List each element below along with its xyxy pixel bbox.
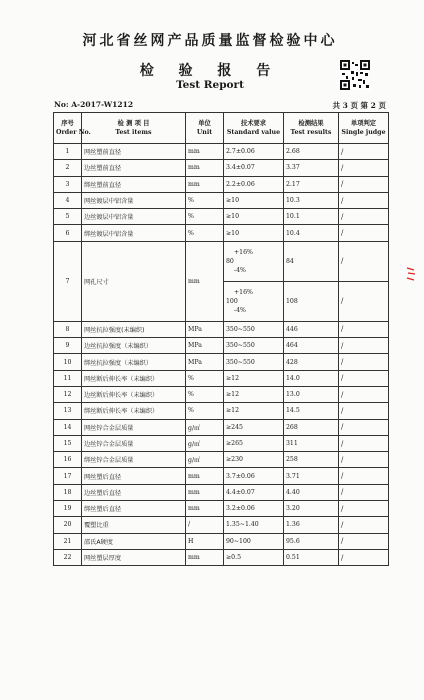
row-test-item: 网丝锌合金层质量 bbox=[82, 419, 186, 435]
row-unit: % bbox=[186, 225, 224, 241]
row-judge: / bbox=[339, 338, 389, 354]
row-test-item: 网丝塑后直径 bbox=[82, 468, 186, 484]
row-unit: mm bbox=[186, 484, 224, 500]
row-judge: / bbox=[339, 435, 389, 451]
row-test-item: 边丝镀层中铝含量 bbox=[82, 209, 186, 225]
row-order-no: 3 bbox=[54, 176, 82, 192]
row-judge: / bbox=[339, 354, 389, 370]
row-standard: ≥12 bbox=[224, 403, 284, 419]
row-judge: / bbox=[339, 225, 389, 241]
row-standard: 3.7±0.06 bbox=[224, 468, 284, 484]
table-row bbox=[54, 192, 389, 208]
table-row bbox=[54, 241, 389, 281]
row-order-no: 11 bbox=[54, 370, 82, 386]
row-unit: g/㎡ bbox=[186, 452, 224, 468]
test-results-table bbox=[53, 112, 389, 566]
row-order-no: 15 bbox=[54, 435, 82, 451]
row-order-no: 19 bbox=[54, 501, 82, 517]
header-test-results: 检测结果 Test results bbox=[284, 113, 339, 144]
row-result: 3.37 bbox=[284, 160, 339, 176]
row-result: 84 bbox=[284, 241, 339, 281]
row-unit: mm bbox=[186, 144, 224, 160]
row-judge: / bbox=[339, 517, 389, 533]
row-judge: / bbox=[339, 160, 389, 176]
row-unit: mm bbox=[186, 160, 224, 176]
row-result: 311 bbox=[284, 435, 339, 451]
row-result: 2.17 bbox=[284, 176, 339, 192]
row-order-no: 9 bbox=[54, 338, 82, 354]
row-unit: mm bbox=[186, 241, 224, 321]
row-order-no: 20 bbox=[54, 517, 82, 533]
row-standard: ≥12 bbox=[224, 370, 284, 386]
row-unit: % bbox=[186, 370, 224, 386]
row-judge: / bbox=[339, 281, 389, 321]
row-order-no: 16 bbox=[54, 452, 82, 468]
row-order-no: 4 bbox=[54, 192, 82, 208]
row-order-no: 2 bbox=[54, 160, 82, 176]
row-standard: 1.35~1.40 bbox=[224, 517, 284, 533]
row-test-item: 绑丝锌合金层质量 bbox=[82, 452, 186, 468]
row-test-item: 边丝塑前直径 bbox=[82, 160, 186, 176]
row-order-no: 10 bbox=[54, 354, 82, 370]
row-judge: / bbox=[339, 241, 389, 281]
row-order-no: 22 bbox=[54, 549, 82, 565]
row-standard: +16% 100 -4% bbox=[224, 281, 284, 321]
row-unit: % bbox=[186, 403, 224, 419]
table-row bbox=[54, 338, 389, 354]
row-order-no: 5 bbox=[54, 209, 82, 225]
row-judge: / bbox=[339, 192, 389, 208]
table-row bbox=[54, 225, 389, 241]
table-row bbox=[54, 176, 389, 192]
row-order-no: 14 bbox=[54, 419, 82, 435]
row-result: 10.1 bbox=[284, 209, 339, 225]
table-row bbox=[54, 209, 389, 225]
table-row bbox=[54, 452, 389, 468]
row-judge: / bbox=[339, 468, 389, 484]
row-standard: 350~550 bbox=[224, 321, 284, 337]
row-result: 14.5 bbox=[284, 403, 339, 419]
row-result: 108 bbox=[284, 281, 339, 321]
row-standard: ≥230 bbox=[224, 452, 284, 468]
issuing-organization: 河北省丝网产品质量监督检验中心 bbox=[82, 33, 338, 49]
row-judge: / bbox=[339, 452, 389, 468]
row-result: 10.3 bbox=[284, 192, 339, 208]
row-standard: 3.2±0.06 bbox=[224, 501, 284, 517]
row-unit: H bbox=[186, 533, 224, 549]
row-result: 268 bbox=[284, 419, 339, 435]
row-result: 464 bbox=[284, 338, 339, 354]
report-title-chinese: 检 验 报 告 bbox=[139, 63, 281, 79]
table-row bbox=[54, 549, 389, 565]
row-result: 446 bbox=[284, 321, 339, 337]
row-test-item: 边丝断后伸长率（未编织） bbox=[82, 386, 186, 402]
row-unit: / bbox=[186, 517, 224, 533]
table-row bbox=[54, 533, 389, 549]
header-unit: 单位 Unit bbox=[186, 113, 224, 144]
table-row bbox=[54, 403, 389, 419]
row-standard: ≥10 bbox=[224, 192, 284, 208]
row-unit: MPa bbox=[186, 321, 224, 337]
row-unit: g/㎡ bbox=[186, 435, 224, 451]
row-judge: / bbox=[339, 370, 389, 386]
row-standard: ≥12 bbox=[224, 386, 284, 402]
row-judge: / bbox=[339, 403, 389, 419]
table-row bbox=[54, 419, 389, 435]
row-test-item: 绑丝断后伸长率（未编织） bbox=[82, 403, 186, 419]
table-row bbox=[54, 321, 389, 337]
table-row bbox=[54, 468, 389, 484]
report-title-english: Test Report bbox=[176, 79, 244, 91]
row-standard: 350~550 bbox=[224, 338, 284, 354]
row-order-no: 18 bbox=[54, 484, 82, 500]
row-order-no: 21 bbox=[54, 533, 82, 549]
row-unit: mm bbox=[186, 549, 224, 565]
row-test-item: 邵氏A硬度 bbox=[82, 533, 186, 549]
row-standard: ≥0.5 bbox=[224, 549, 284, 565]
row-order-no: 1 bbox=[54, 144, 82, 160]
qr-code-icon bbox=[340, 60, 370, 90]
row-test-item: 边丝锌合金层质量 bbox=[82, 435, 186, 451]
row-order-no: 12 bbox=[54, 386, 82, 402]
table-header-row bbox=[54, 113, 389, 144]
table-row bbox=[54, 386, 389, 402]
row-result: 2.68 bbox=[284, 144, 339, 160]
table-row bbox=[54, 354, 389, 370]
row-test-item: 绑丝镀层中铝含量 bbox=[82, 225, 186, 241]
row-unit: % bbox=[186, 209, 224, 225]
row-test-item: 覆塑比重 bbox=[82, 517, 186, 533]
row-result: 0.51 bbox=[284, 549, 339, 565]
row-unit: mm bbox=[186, 501, 224, 517]
table-row bbox=[54, 144, 389, 160]
header-standard-value: 技术要求 Standard value bbox=[224, 113, 284, 144]
row-test-item: 绑丝塑后直径 bbox=[82, 501, 186, 517]
row-test-item: 网丝抗拉强度(未编织) bbox=[82, 321, 186, 337]
row-judge: / bbox=[339, 176, 389, 192]
row-test-item: 绑丝塑前直径 bbox=[82, 176, 186, 192]
row-judge: / bbox=[339, 209, 389, 225]
row-unit: g/㎡ bbox=[186, 419, 224, 435]
row-result: 428 bbox=[284, 354, 339, 370]
row-order-no: 8 bbox=[54, 321, 82, 337]
row-standard: ≥245 bbox=[224, 419, 284, 435]
row-order-no: 13 bbox=[54, 403, 82, 419]
row-result: 3.71 bbox=[284, 468, 339, 484]
row-order-no: 6 bbox=[54, 225, 82, 241]
row-standard: 3.4±0.07 bbox=[224, 160, 284, 176]
row-unit: MPa bbox=[186, 354, 224, 370]
row-test-item: 网丝断后伸长率（未编织） bbox=[82, 370, 186, 386]
row-result: 1.36 bbox=[284, 517, 339, 533]
table-row bbox=[54, 435, 389, 451]
row-result: 3.20 bbox=[284, 501, 339, 517]
row-test-item: 网丝镀层中铝含量 bbox=[82, 192, 186, 208]
row-judge: / bbox=[339, 484, 389, 500]
page-indicator: 共 3 页 第 2 页 bbox=[332, 101, 386, 110]
row-test-item: 网丝塑前直径 bbox=[82, 144, 186, 160]
row-judge: / bbox=[339, 321, 389, 337]
row-standard: ≥10 bbox=[224, 225, 284, 241]
row-judge: / bbox=[339, 533, 389, 549]
row-standard: +16% 80 -4% bbox=[224, 241, 284, 281]
row-unit: % bbox=[186, 386, 224, 402]
table-row bbox=[54, 484, 389, 500]
row-standard: 4.4±0.07 bbox=[224, 484, 284, 500]
row-judge: / bbox=[339, 419, 389, 435]
row-result: 14.0 bbox=[284, 370, 339, 386]
red-margin-mark bbox=[405, 265, 417, 285]
header-single-judge: 单项判定 Single judge bbox=[339, 113, 389, 144]
row-test-item: 边丝抗拉强度（未编织） bbox=[82, 338, 186, 354]
row-unit: % bbox=[186, 192, 224, 208]
header-test-items: 检 测 项 目 Test items bbox=[82, 113, 186, 144]
row-unit: MPa bbox=[186, 338, 224, 354]
row-test-item: 网孔尺寸 bbox=[82, 241, 186, 321]
row-unit: mm bbox=[186, 468, 224, 484]
table-row bbox=[54, 160, 389, 176]
row-order-no: 7 bbox=[54, 241, 82, 321]
row-judge: / bbox=[339, 549, 389, 565]
row-standard: 90~100 bbox=[224, 533, 284, 549]
row-result: 13.0 bbox=[284, 386, 339, 402]
row-standard: 350~550 bbox=[224, 354, 284, 370]
row-standard: 2.2±0.06 bbox=[224, 176, 284, 192]
row-result: 95.6 bbox=[284, 533, 339, 549]
row-result: 258 bbox=[284, 452, 339, 468]
table-row bbox=[54, 370, 389, 386]
row-result: 10.4 bbox=[284, 225, 339, 241]
row-test-item: 边丝塑后直径 bbox=[82, 484, 186, 500]
row-result: 4.40 bbox=[284, 484, 339, 500]
row-judge: / bbox=[339, 144, 389, 160]
header-order-no: 序号 Order No. bbox=[54, 113, 82, 144]
row-judge: / bbox=[339, 501, 389, 517]
row-order-no: 17 bbox=[54, 468, 82, 484]
row-standard: 2.7±0.06 bbox=[224, 144, 284, 160]
row-test-item: 绑丝抗拉强度（未编织） bbox=[82, 354, 186, 370]
table-row bbox=[54, 501, 389, 517]
report-number: No: A-2017-W1212 bbox=[54, 100, 134, 109]
row-standard: ≥265 bbox=[224, 435, 284, 451]
row-test-item: 网丝塑层厚度 bbox=[82, 549, 186, 565]
row-judge: / bbox=[339, 386, 389, 402]
row-standard: ≥10 bbox=[224, 209, 284, 225]
row-unit: mm bbox=[186, 176, 224, 192]
table-row bbox=[54, 517, 389, 533]
